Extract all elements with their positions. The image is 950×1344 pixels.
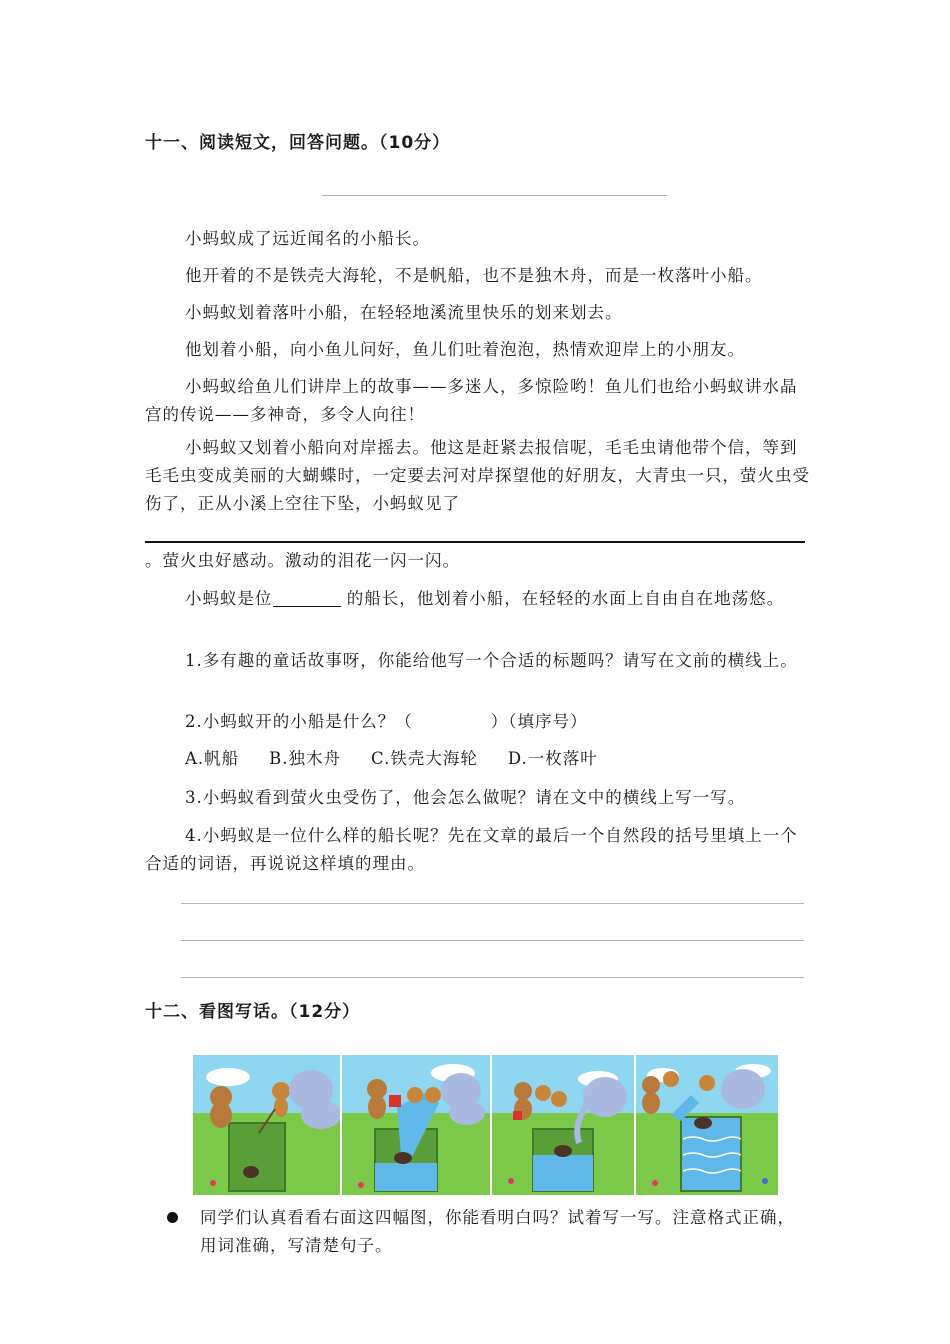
story-paragraph-7: 。萤火虫好感动。激动的泪花一闪一闪。 [145, 551, 460, 570]
answer-line-1[interactable] [181, 903, 804, 904]
question-2-suffix: ）（填序号） [490, 712, 588, 731]
section-11-title: 十一、阅读短文，回答问题。（10分） [145, 133, 451, 153]
title-answer-line[interactable] [322, 195, 667, 196]
question-2-options [145, 745, 810, 773]
question-1: 1.多有趣的童话故事呀，你能给他写一个合适的标题吗？请写在文前的横线上。 [185, 651, 798, 670]
option-b: B.独木舟 [269, 749, 342, 768]
answer-line-2[interactable] [181, 940, 804, 941]
option-c: C.铁壳大海轮 [371, 749, 478, 768]
question-3: 3.小蚂蚁看到萤火虫受伤了，他会怎么做呢？请在文中的横线上写一写。 [185, 788, 746, 807]
story-last-paragraph [145, 585, 810, 613]
captain-blank[interactable] [273, 588, 341, 607]
option-a: A.帆船 [185, 749, 240, 768]
last-para-before: 小蚂蚁是位 [185, 589, 273, 608]
comic-panel-2 [341, 1055, 491, 1195]
bullet-icon [167, 1212, 178, 1223]
story-paragraph-3: 小蚂蚁划着落叶小船，在轻轻地溪流里快乐的划来划去。 [185, 303, 623, 322]
comic-panel-4 [635, 1055, 778, 1195]
section-12-title: 十二、看图写话。（12分） [145, 1002, 361, 1022]
comic-panel-3 [491, 1055, 635, 1195]
question-2-prefix: 2.小蚂蚁开的小船是什么？（ [185, 712, 413, 731]
story-answer-line[interactable] [145, 541, 805, 543]
question-4: 4.小蚂蚁是一位什么样的船长呢？先在文章的最后一个自然段的括号里填上一个合适的词语，再说说这样填的理由。 [145, 826, 798, 873]
story-paragraph-2: 他开着的不是铁壳大海轮，不是帆船，也不是独木舟，而是一枚落叶小船。 [185, 266, 763, 285]
four-panel-comic [193, 1055, 778, 1195]
section-12-instruction: 同学们认真看看右面这四幅图，你能看明白吗？试着写一写。注意格式正确，用词准确，写清楚句子。 [200, 1208, 795, 1255]
story-paragraph-4: 他划着小船，向小鱼儿问好，鱼儿们吐着泡泡，热情欢迎岸上的小朋友。 [185, 340, 745, 359]
story-paragraph-5: 小蚂蚁给鱼儿们讲岸上的故事——多迷人，多惊险哟！鱼儿们也给小蚂蚁讲水晶宫的传说——多神奇，多令人向往！ [145, 377, 798, 424]
last-para-after: 的船长，他划着小船，在轻轻的水面上自由自在地荡悠。 [346, 589, 785, 608]
comic-panel-1 [193, 1055, 341, 1195]
story-paragraph-6: 小蚂蚁又划着小船向对岸摇去。他这是赶紧去报信呢，毛毛虫请他带个信，等到毛毛虫变成美丽的大蝴蝶时，一定要去河对岸探望他的好朋友，大青虫一只，萤火虫受伤了，正从小溪上空往下坠，小蚂蚁见了 [145, 438, 810, 513]
answer-line-3[interactable] [181, 977, 804, 978]
question-2 [145, 708, 810, 736]
story-paragraph-1: 小蚂蚁成了远近闻名的小船长。 [185, 229, 430, 248]
option-d: D.一枚落叶 [507, 749, 598, 768]
